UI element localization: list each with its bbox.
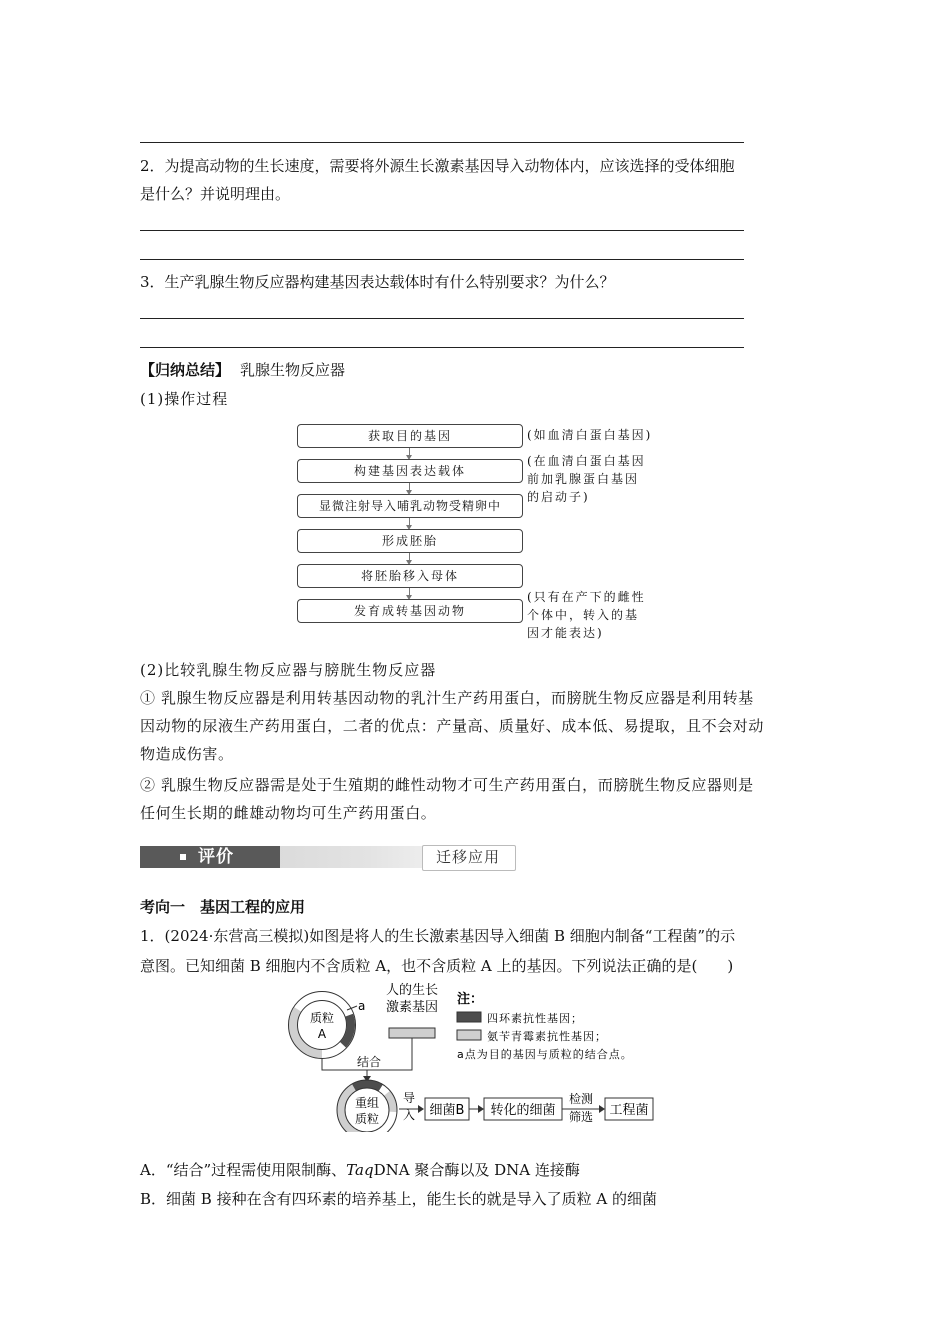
flow-step: 显微注射导入哺乳动物受精卵中 <box>297 494 523 518</box>
flow-step: 形成胚胎 <box>297 529 523 553</box>
flow-arrow <box>409 448 410 458</box>
process-heading: (1)操作过程 <box>140 390 229 408</box>
legend-title: 注： <box>457 992 484 1007</box>
point-a-label: a <box>358 999 366 1013</box>
flow-step: 将胚胎移入母体 <box>297 564 523 588</box>
flow-note: 因才能表达) <box>527 626 604 640</box>
question-3: 3．生产乳腺生物反应器构建基因表达载体时有什么特别要求？为什么？ <box>140 273 615 291</box>
recombinant-label-2: 质粒 <box>354 1112 380 1126</box>
option-a-prefix: A．“结合”过程需使用限制酶、 <box>140 1161 347 1179</box>
plasmid-a-label-1: 质粒 <box>309 1011 335 1025</box>
flow-note: (如血清白蛋白基因) <box>527 428 653 442</box>
gene-label-1: 人的生长 <box>385 983 439 998</box>
recombinant-label-1: 重组 <box>354 1096 380 1110</box>
question-1-line1: 1．(2024·东营高三模拟)如图是将人的生长激素基因导入细菌 B 细胞内制备“工程菌”的示 <box>140 927 736 945</box>
direction-title: 考向一 基因工程的应用 <box>140 898 306 916</box>
question-1-line2: 意图。已知细菌 B 细胞内不含质粒 A，也不含质粒 A 上的基因。下列说法正确的是( ) <box>140 957 734 975</box>
summary-bracket-label: 【归纳总结】 <box>140 361 231 379</box>
combine-label: 结合 <box>356 1055 382 1069</box>
summary-title: 乳腺生物反应器 <box>240 361 346 379</box>
compare-point-1-line: 物造成伤害。 <box>140 745 234 763</box>
plasmid-a-label-2: A <box>317 1027 327 1041</box>
flow-note: 前加乳腺蛋白基因 <box>527 472 640 486</box>
flow-note: 的启动子) <box>527 490 590 504</box>
flow-arrow <box>409 588 410 598</box>
compare-point-1-line: ① 乳腺生物反应器是利用转基因动物的乳汁生产药用蛋白，而膀胱生物反应器是利用转基 <box>140 689 754 707</box>
answer-line <box>140 347 744 348</box>
engineered-bacteria-diagram <box>285 982 685 1132</box>
flow-arrow <box>409 483 410 493</box>
import-label-2: 入 <box>402 1108 416 1122</box>
banner-tab: 迁移应用 <box>436 848 501 866</box>
gene-label-2: 激素基因 <box>385 1000 439 1015</box>
option-b: B．细菌 B 接种在含有四环素的培养基上，能生长的就是导入了质粒 A 的细菌 <box>140 1190 657 1208</box>
engineered-box: 工程菌 <box>609 1103 649 1118</box>
option-a-suffix: DNA 聚合酶以及 DNA 连接酶 <box>373 1161 580 1179</box>
compare-heading: (2)比较乳腺生物反应器与膀胱生物反应器 <box>140 661 437 679</box>
answer-line <box>140 230 744 231</box>
arrow-icon <box>418 1105 424 1113</box>
summary-heading <box>140 360 345 380</box>
recombinant-plasmid <box>330 1073 403 1132</box>
answer-line <box>140 142 744 143</box>
flow-arrow <box>409 518 410 528</box>
compare-point-2-line: 任何生长期的雌雄动物均可生产药用蛋白。 <box>140 804 437 822</box>
detect-label-2: 筛选 <box>568 1110 594 1124</box>
question-2-line1: 2．为提高动物的生长速度，需要将外源生长激素基因导入动物体内，应该选择的受体细胞 <box>140 157 735 175</box>
transformed-box: 转化的细菌 <box>490 1103 556 1118</box>
plasmid-a <box>285 988 359 1062</box>
compare-point-2-line: ② 乳腺生物反应器需是处于生殖期的雌性动物才可生产药用蛋白，而膀胱生物反应器则是 <box>140 776 754 794</box>
legend-tet-swatch <box>457 1012 481 1022</box>
flow-step: 获取目的基因 <box>297 424 523 448</box>
arrow-icon <box>478 1105 484 1113</box>
detect-label-1: 检测 <box>568 1092 594 1106</box>
flow-note: (在血清白蛋白基因 <box>527 454 646 468</box>
question-2-line2: 是什么？并说明理由。 <box>140 185 291 203</box>
import-label-1: 导 <box>402 1091 416 1105</box>
compare-point-1 <box>140 684 810 768</box>
arrow-icon <box>599 1105 605 1113</box>
bacteria-b-box: 细菌B <box>429 1103 465 1118</box>
square-icon <box>180 854 186 860</box>
banner-label: 评价 <box>198 847 234 867</box>
gene-fragment <box>389 1028 435 1038</box>
flow-step: 构建基因表达载体 <box>297 459 523 483</box>
answer-line <box>140 318 744 319</box>
answer-line <box>140 259 744 260</box>
evaluation-banner <box>140 836 521 878</box>
compare-point-1-line: 因动物的尿液生产药用蛋白，二者的优点：产量高、质量好、成本低、易提取，且不会对动 <box>140 717 765 735</box>
legend-amp-swatch <box>457 1030 481 1040</box>
option-a-italic: Taq <box>346 1161 374 1179</box>
compare-point-2 <box>140 771 810 827</box>
flow-arrow <box>409 553 410 563</box>
flow-step: 发育成转基因动物 <box>297 599 523 623</box>
flow-note: (只有在产下的雌性 <box>527 590 646 604</box>
flow-note: 个体中，转入的基 <box>527 608 640 622</box>
legend-tet: 四环素抗性基因； <box>487 1012 583 1025</box>
legend-point: a点为目的基因与质粒的结合点。 <box>457 1048 633 1061</box>
option-a <box>140 1160 580 1180</box>
legend-amp: 氨苄青霉素抗性基因； <box>487 1030 607 1043</box>
